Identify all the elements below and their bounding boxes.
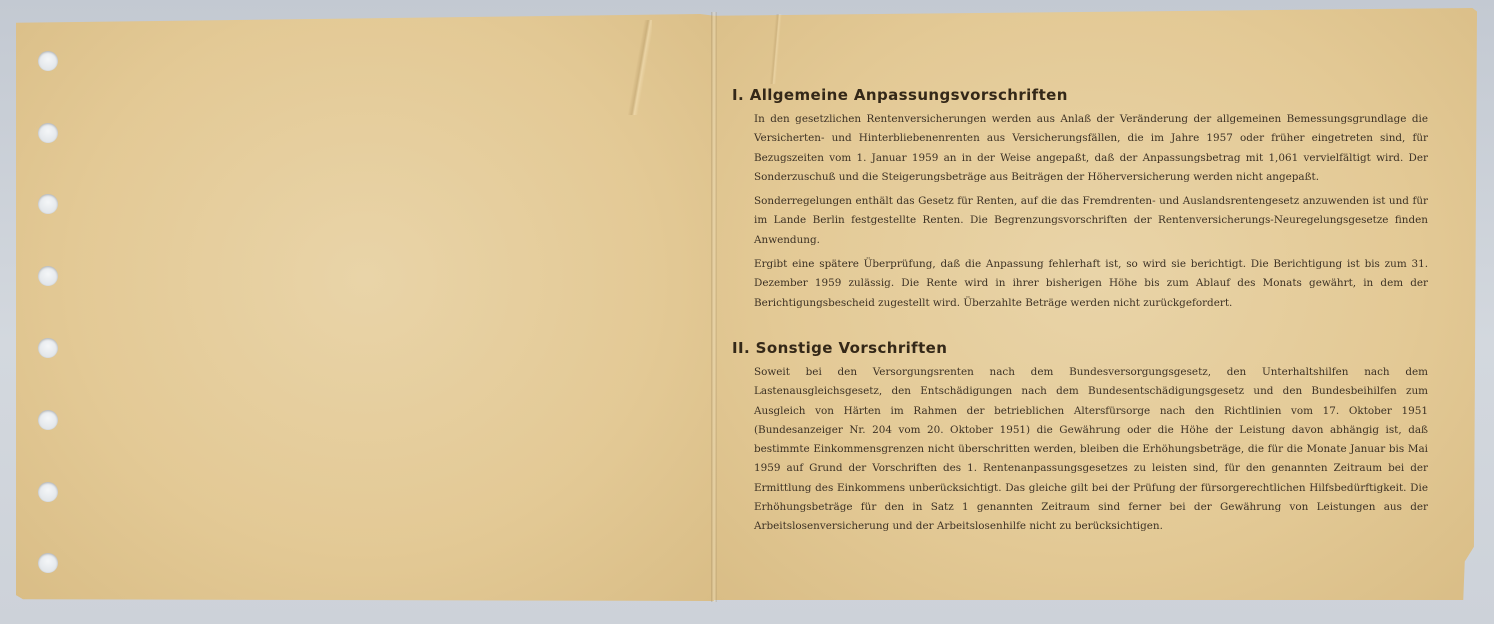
paragraph: Soweit bei den Versorgungsrenten nach dem Bundesversorgungsgesetz, den Unterhaltshilfen nach dem Lastenausgleichsgesetz, den Entschädigungen nach dem Bundesentschädigungsgesetz und den Bundesbeihilfen zum Ausgleich von Härten im Rahmen der betrieblichen Altersfürsorge nach den Richtlinien vom 17. Oktober 1951 (Bundesanzeiger Nr. 204 vom 20. Oktober 1951) die Gewährung oder die Höhe der Leistung davon abhängig ist, daß bestimmte Einkommensgrenzen nicht überschritten werden, bleiben die Erhöhungsbeträge, die für die Monate Januar bis Mai 1959 auf Grund der Vorschriften des 1. Rentenanpassungsgesetzes zu leisten sind, für den genannten Zeitraum bei der Ermittlung des Einkommens unberücksichtigt. Das gleiche gilt bei der Prüfung der fürsorgerechtlichen Hilfsbedürftigkeit. Die Erhöhungsbeträge für den in Satz 1 genannten Zeitraum sind ferner bei der Gewährung von Leistungen aus der Arbeitslosenversicherung und der Arbeitslosenhilfe nicht zu berücksichtigen.: [754, 365, 1428, 533]
section-heading-general-adjustment: I. Allgemeine Anpassungsvorschriften: [732, 86, 1068, 104]
punch-hole: [38, 194, 58, 214]
punch-hole: [38, 338, 58, 358]
punch-hole: [38, 266, 58, 286]
document-text: [732, 86, 1428, 542]
left-page-blank: [16, 14, 714, 601]
punch-hole: [38, 410, 58, 430]
paragraph: Sonderregelungen enthält das Gesetz für Renten, auf die das Fremdrenten- und Auslandsrentengesetz anzuwenden ist und für im Lande Berlin festgestellte Renten. Die Begrenzungsvorschriften der Rentenversicherungs-Neuregelungsgesetze finden Anwendung.: [754, 195, 1428, 246]
section-heading-other-provisions: II. Sonstige Vorschriften: [732, 338, 948, 357]
paragraph: In den gesetzlichen Rentenversicherungen werden aus Anlaß der Veränderung der allgemeinen Bemessungsgrundlage die Versicherten- und Hinterbliebenenrenten aus Versicherungsfällen, die im Jahre 1957 oder früher eingetreten sind, für Bezugszeiten vom 1. Januar 1959 an in der Weise angepaßt, daß der Anpassungsbetrag mit 1,061 vervielfältigt wird. Der Sonderzuschuß und die Steigerungsbeträge aus Beiträgen der Höherversicherung werden nicht angepaßt.: [754, 113, 1428, 183]
punch-hole: [38, 123, 58, 143]
punch-hole: [38, 51, 58, 71]
punch-hole: [38, 482, 58, 502]
center-fold: [711, 12, 717, 602]
paper-crease: [766, 14, 784, 84]
punch-hole: [38, 553, 58, 573]
paper-crease: [628, 20, 652, 115]
paragraph: Ergibt eine spätere Überprüfung, daß die Anpassung fehlerhaft ist, so wird sie berichtigt. Die Berichtigung ist bis zum 31. Dezember 1959 zulässig. Die Rente wird in ihrer bisherigen Höhe bis zum Ablauf des Monats gewährt, in dem der Berichtigungsbescheid zugestellt wird. Überzahlte Beträge werden nicht zurückgefordert.: [754, 258, 1428, 309]
